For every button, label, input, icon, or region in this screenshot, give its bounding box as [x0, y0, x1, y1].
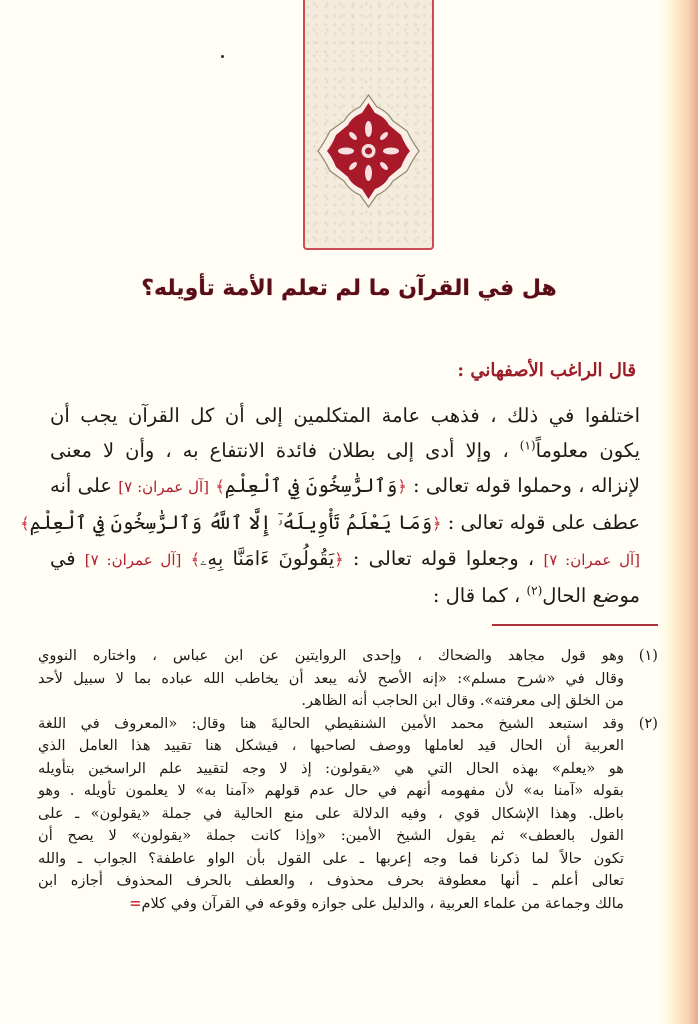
body-line	[50, 433, 640, 468]
body-line	[50, 468, 640, 505]
footnote-number: (٢)	[638, 714, 658, 732]
chapter-banner	[303, 0, 434, 250]
footnote-line: وقال في «شرح مسلم»: «إنه الأصح لأنه يبعد أن يخاطب الله عباده بما لا سبيل لأحد	[38, 669, 624, 687]
body-text-span: على أنه	[50, 474, 119, 497]
footnote-line: وهو قول مجاهد والضحاك ، وإحدى الروايتين عن ابن عباس ، واختاره النووي	[38, 647, 624, 664]
verse-reference: [آل عمران: ٧]	[118, 478, 210, 496]
body-text-span: لإنزاله ، وحملوا قوله تعالى :	[406, 474, 641, 497]
body-text-span: يكون معلوماً	[535, 439, 640, 462]
quran-verse: يَقُولُونَ ءَامَنَّا بِهِۦ	[199, 547, 335, 570]
body-text-span: ، وجعلوا قوله تعالى :	[343, 547, 544, 570]
quran-close-mark-icon: ﴾	[190, 550, 200, 569]
body-line	[50, 578, 640, 613]
verse-reference: [آل عمران: ٧]	[84, 551, 182, 569]
body-text	[20, 398, 641, 613]
footnote-2	[38, 713, 658, 916]
footnotes	[38, 645, 658, 915]
quran-close-mark-icon: ﴾	[215, 477, 225, 496]
body-text-span: اختلفوا في ذلك ، فذهب عامة المتكلمين إلى أن كل القرآن يجب أن	[50, 404, 640, 427]
body-line	[20, 505, 640, 541]
footnote-ref-2[interactable]: (٢)	[526, 583, 543, 598]
section-label: قال الراغب الأصفهاني :	[457, 360, 636, 381]
quran-open-mark-icon: ﴿	[334, 550, 344, 569]
footnote-1	[38, 645, 658, 713]
footnote-line: تعالى أعلم ـ أنها معطوفة بحرف محذوف ، والعطف بالحرف المحذوف أجازه ابن	[38, 872, 624, 889]
footnote-line: من الخلق إلى معرفته». وقال ابن الحاجب أنه الظاهر.	[301, 692, 624, 709]
footnote-separator	[492, 624, 658, 626]
quran-open-mark-icon: ﴿	[397, 477, 407, 496]
footnote-line-text: مالك وجماعة من علماء العربية ، والدليل على جوازه وقوعه في القرآن وفي كلام	[141, 894, 624, 912]
verse-reference: [آل عمران: ٧]	[543, 551, 640, 569]
body-line	[50, 541, 640, 578]
body-line	[50, 398, 640, 433]
footnote-number: (١)	[638, 647, 658, 664]
footnote-ref-1[interactable]: (١)	[519, 438, 536, 453]
footnote-line: القول بالعطف» ثم يقول الشيخ الأمين: «وإذا كانت جملة «يقولون» لا يصح أن	[38, 827, 624, 844]
footnote-line: هو «يعلم» بهذه الحال التي هي «يقولون: إذ لا وجه لتقييد علم الراسخين بتأويله	[38, 759, 624, 777]
footnote-line: العربية أن الحال قيد لعاملها ووصف لصاحبها ، فيشكل هنا تقييد هذا العامل الذي	[38, 737, 624, 754]
continuation-mark-icon: =	[129, 894, 142, 912]
page-title: هل في القرآن ما لم تعلم الأمة تأويله؟	[141, 276, 557, 301]
body-text-span: ، كما قال :	[432, 584, 527, 607]
arabesque-ornament-icon	[315, 91, 422, 211]
footnote-line: باطل. وهذا الإشكال قوي ، وفيه الدلالة على منع الحالية في جملة «يقولون» ـ على	[38, 804, 624, 822]
body-text-span: موضع الحال	[542, 584, 640, 607]
footnote-line: بقوله «آمنا به» لأن مفهومه أنهم في حال عدم قولهم «آمنا به» لا يعلمون تأويله . وهو	[38, 782, 624, 799]
quran-verse: وَٱلرَّٰسِخُونَ فِي ٱلْعِلْمِ	[224, 474, 398, 497]
body-text-span: في	[50, 547, 85, 570]
quran-verse: وَمَا يَعْلَمُ تَأْوِيلَهُۥٓ إِلَّا ٱللَّهُ وَٱلرَّٰسِخُونَ فِي ٱلْعِلْمِ	[29, 511, 433, 534]
footnote-line: وقد استبعد الشيخ محمد الأمين الشنقيطي الحاليةَ هنا وقال: «المعروف في اللغة	[38, 714, 624, 732]
body-text-span: ، وإلا أدى إلى بطلان فائدة الانتفاع به ، وأن لا معنى	[50, 439, 520, 462]
page-edge-shadow	[658, 0, 698, 1024]
footnote-line	[38, 893, 624, 916]
quran-open-mark-icon: ﴿	[432, 514, 442, 533]
quran-close-mark-icon: ﴾	[20, 514, 30, 533]
footnote-line: تكون حالاً لما ذكرنا فما وجه إعربها ـ على القول بأن الواو عاطفة؟ الجواب ـ والله	[38, 849, 624, 867]
body-text-span: عطف على قوله تعالى :	[441, 511, 640, 534]
paper-speck	[221, 55, 224, 58]
